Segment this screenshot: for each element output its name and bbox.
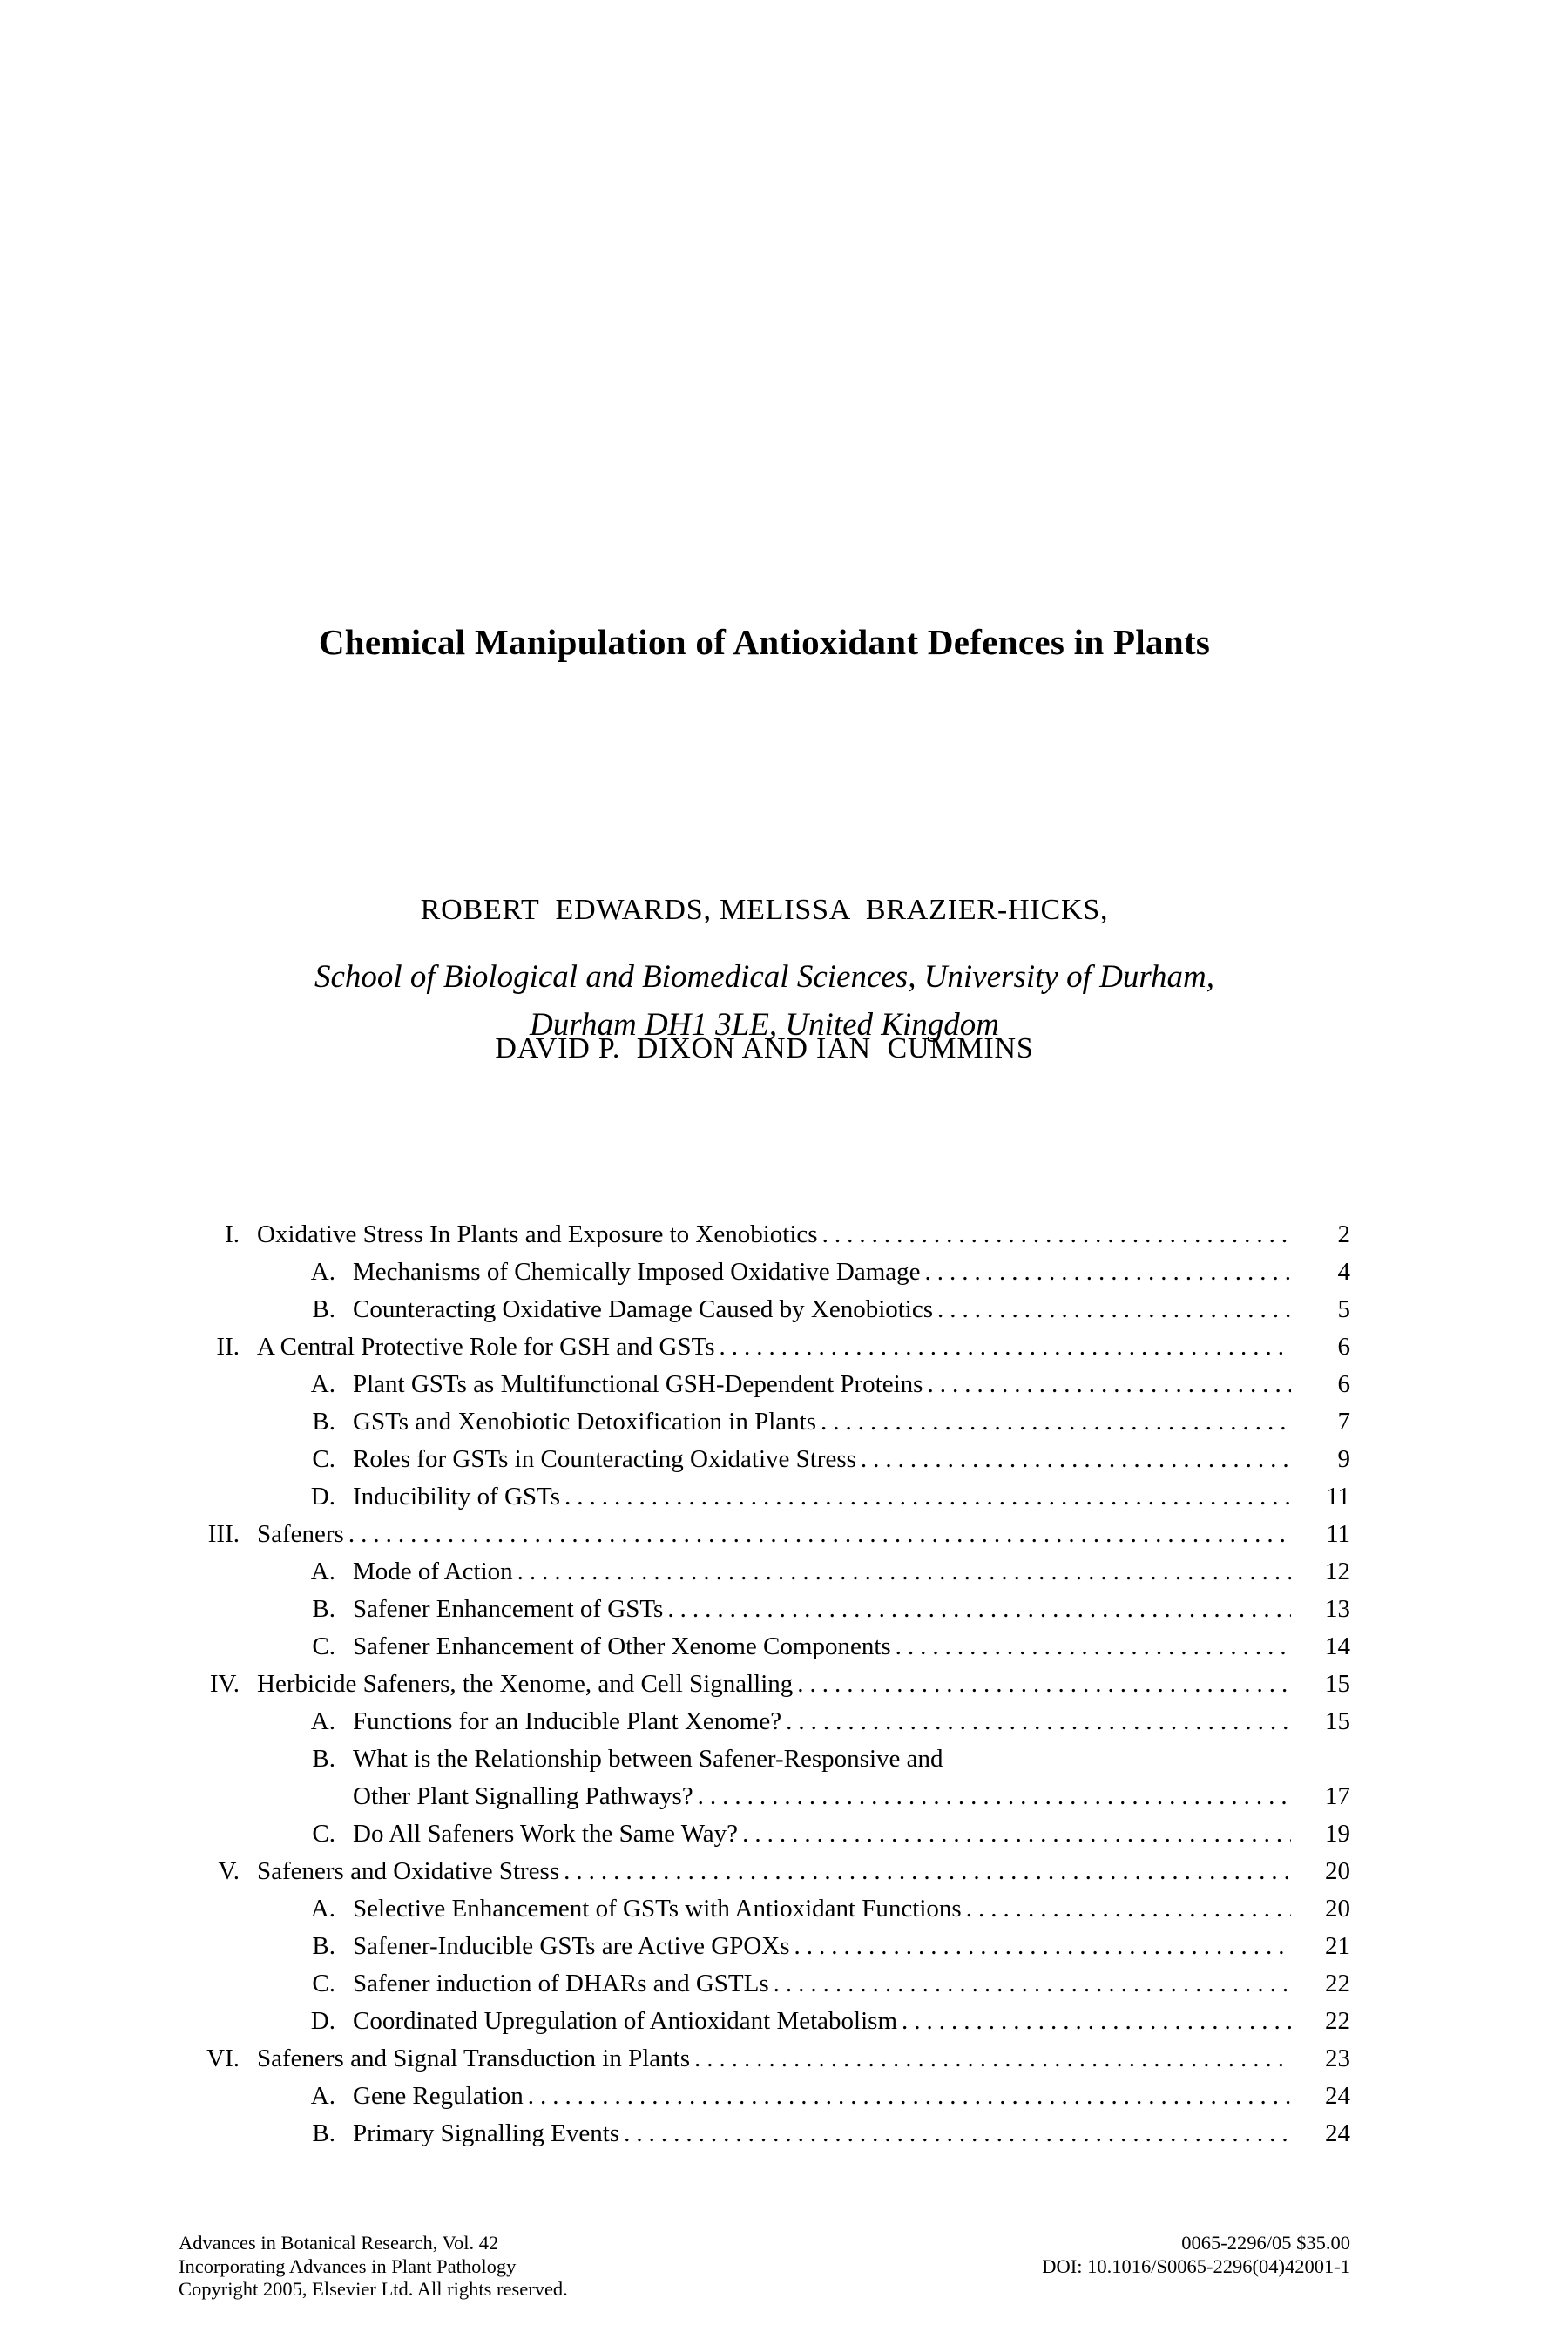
toc-page: 15: [1325, 1707, 1350, 1735]
toc-title: Plant GSTs as Multifunctional GSH-Dependent Proteins: [353, 1370, 923, 1398]
toc-page: 21: [1325, 1932, 1350, 1960]
toc-title: Oxidative Stress In Plants and Exposure to Xenobiotics: [257, 1220, 818, 1248]
toc-title: Herbicide Safeners, the Xenome, and Cell Signalling: [257, 1670, 794, 1698]
toc-entry: [179, 1328, 1350, 1366]
toc-entry: [179, 1965, 1350, 2003]
toc-page: 24: [1325, 2082, 1350, 2110]
toc-entry: [179, 2078, 1350, 2115]
toc-leader: [564, 1478, 1291, 1516]
toc-page: 12: [1325, 1558, 1350, 1585]
toc-entry: [179, 1740, 1350, 1778]
toc-page: 11: [1326, 1483, 1350, 1511]
toc-entry: [179, 1591, 1350, 1628]
toc-leader: [861, 1441, 1291, 1478]
toc-leader: [821, 1403, 1291, 1441]
affiliation-line-2: Durham DH1 3LE, United Kingdom: [530, 1007, 999, 1043]
toc-num: B.: [312, 1595, 335, 1623]
page-footer: [179, 2232, 1350, 2301]
footer-imprint: [179, 2232, 568, 2301]
toc-entry: [179, 1441, 1350, 1478]
toc-num: A.: [310, 1258, 335, 1286]
toc-leader: [667, 1591, 1291, 1628]
toc-num: C.: [312, 1820, 335, 1848]
toc-num: D.: [310, 1483, 335, 1511]
toc-title: Coordinated Upregulation of Antioxidant Metabolism: [353, 2007, 898, 2035]
toc-title: Safeners and Signal Transduction in Plants: [257, 2044, 691, 2072]
toc-page: 24: [1325, 2119, 1350, 2147]
toc-num: D.: [310, 2007, 335, 2035]
authors-line-2: DAVID P. DIXON AND IAN CUMMINS: [495, 1032, 1034, 1064]
toc-entry-continuation: [179, 1778, 1350, 1815]
toc-leader: [794, 1928, 1291, 1965]
toc-entry: [179, 1516, 1350, 1553]
toc-num: IV.: [209, 1670, 240, 1698]
toc-leader: [927, 1366, 1291, 1403]
toc-page: 17: [1325, 1782, 1350, 1810]
toc-num: III.: [207, 1520, 240, 1548]
content-column: [179, 0, 1350, 2352]
toc-title: What is the Relationship between Safener-Responsive and: [353, 1745, 943, 1773]
toc-leader: [348, 1516, 1291, 1553]
toc-page: 23: [1325, 2044, 1350, 2072]
toc-page: 22: [1325, 1970, 1350, 1997]
toc-leader: [896, 1628, 1291, 1666]
toc-page: 4: [1337, 1258, 1350, 1286]
chapter-title: Chemical Manipulation of Antioxidant Defences in Plants: [318, 622, 1211, 662]
toc-title: Safener Enhancement of Other Xenome Components: [353, 1632, 891, 1660]
toc-num: A.: [310, 1895, 335, 1923]
toc-entry: [179, 1628, 1350, 1666]
footer-series: Advances in Botanical Research, Vol. 42: [179, 2232, 499, 2254]
toc-title: Do All Safeners Work the Same Way?: [353, 1820, 739, 1848]
toc-leader: [786, 1703, 1291, 1740]
toc-leader: [966, 1890, 1291, 1928]
toc-page: 14: [1325, 1632, 1350, 1660]
toc-num: B.: [312, 1932, 335, 1960]
toc-page: 11: [1326, 1520, 1350, 1548]
toc-title: Roles for GSTs in Counteracting Oxidative Stress: [353, 1445, 856, 1473]
toc-title: Safeners and Oxidative Stress: [257, 1857, 560, 1885]
toc-leader: [694, 2040, 1291, 2078]
toc-num: B.: [312, 1408, 335, 1436]
toc-entry: [179, 2003, 1350, 2040]
toc-title: Gene Regulation: [353, 2082, 524, 2110]
table-of-contents: [179, 1216, 1350, 2153]
toc-entry: [179, 2040, 1350, 2078]
toc-leader: [797, 1666, 1291, 1703]
toc-page: 7: [1337, 1408, 1350, 1436]
toc-title: GSTs and Xenobiotic Detoxification in Plants: [353, 1408, 816, 1436]
toc-entry: [179, 1366, 1350, 1403]
toc-entry: [179, 1890, 1350, 1928]
toc-num: V.: [218, 1857, 240, 1885]
toc-leader: [937, 1291, 1291, 1328]
toc-title: Functions for an Inducible Plant Xenome?: [353, 1707, 782, 1735]
toc-entry: [179, 1553, 1350, 1591]
affiliation-line-1: School of Biological and Biomedical Sciences, University of Durham,: [314, 959, 1215, 995]
toc-page: 19: [1325, 1820, 1350, 1848]
toc-entry: [179, 1928, 1350, 1965]
footer-incorporating: Incorporating Advances in Plant Pathology: [179, 2254, 517, 2277]
toc-title: Mode of Action: [353, 1558, 513, 1585]
toc-num: C.: [312, 1445, 335, 1473]
footer-issn-price: 0065-2296/05 $35.00: [1181, 2232, 1350, 2254]
toc-leader: [774, 1965, 1291, 2003]
toc-entry: [179, 1815, 1350, 1853]
toc-page: 2: [1337, 1220, 1350, 1248]
toc-leader: [822, 1216, 1291, 1254]
toc-entry: [179, 2115, 1350, 2153]
toc-title: Safener induction of DHARs and GSTLs: [353, 1970, 769, 1997]
toc-page: 20: [1325, 1895, 1350, 1923]
toc-entry: [179, 1478, 1350, 1516]
toc-page: 20: [1325, 1857, 1350, 1885]
toc-num: B.: [312, 1745, 335, 1773]
toc-entry: [179, 1853, 1350, 1890]
toc-title: Safener Enhancement of GSTs: [353, 1595, 664, 1623]
toc-page: 22: [1325, 2007, 1350, 2035]
toc-num: B.: [312, 2119, 335, 2147]
toc-leader: [720, 1328, 1291, 1366]
toc-num: A.: [310, 1707, 335, 1735]
toc-entry: [179, 1403, 1350, 1441]
toc-entry: [179, 1291, 1350, 1328]
toc-num: II.: [216, 1333, 240, 1361]
toc-page: 15: [1325, 1670, 1350, 1698]
toc-title: A Central Protective Role for GSH and GSTs: [257, 1333, 715, 1361]
toc-title: Primary Signalling Events: [353, 2119, 620, 2147]
toc-title: Safeners: [257, 1520, 344, 1548]
toc-entry: [179, 1216, 1350, 1254]
toc-page: 6: [1337, 1370, 1350, 1398]
toc-leader: [925, 1254, 1291, 1291]
toc-title: Other Plant Signalling Pathways?: [353, 1782, 693, 1810]
toc-num: C.: [312, 1632, 335, 1660]
footer-doi: DOI: 10.1016/S0065-2296(04)42001-1: [1042, 2254, 1350, 2277]
toc-entry: [179, 1703, 1350, 1740]
toc-entry: [179, 1666, 1350, 1703]
toc-leader: [564, 1853, 1291, 1890]
toc-title: Inducibility of GSTs: [353, 1483, 561, 1511]
footer-identifiers: [1042, 2232, 1350, 2301]
toc-page: 9: [1337, 1445, 1350, 1473]
toc-title: Selective Enhancement of GSTs with Antioxidant Functions: [353, 1895, 962, 1923]
toc-title: Counteracting Oxidative Damage Caused by Xenobiotics: [353, 1295, 934, 1323]
toc-leader: [902, 2003, 1291, 2040]
toc-num: B.: [312, 1295, 335, 1323]
toc-num: C.: [312, 1970, 335, 1997]
toc-num: I.: [225, 1220, 240, 1248]
toc-page: 13: [1325, 1595, 1350, 1623]
toc-leader: [528, 2078, 1291, 2115]
toc-leader: [698, 1778, 1291, 1815]
toc-page: 5: [1337, 1295, 1350, 1323]
toc-title: Mechanisms of Chemically Imposed Oxidative Damage: [353, 1258, 921, 1286]
toc-title: Safener-Inducible GSTs are Active GPOXs: [353, 1932, 790, 1960]
authors-line-1: ROBERT EDWARDS, MELISSA BRAZIER-HICKS,: [420, 894, 1109, 926]
affiliation-block: [179, 953, 1350, 1049]
toc-page: 6: [1337, 1333, 1350, 1361]
footer-copyright: Copyright 2005, Elsevier Ltd. All rights reserved.: [179, 2278, 568, 2300]
toc-num: A.: [310, 1370, 335, 1398]
toc-entry: [179, 1254, 1350, 1291]
toc-num: VI.: [206, 2044, 240, 2072]
toc-num: A.: [310, 1558, 335, 1585]
toc-leader: [517, 1553, 1291, 1591]
toc-num: A.: [310, 2082, 335, 2110]
toc-leader: [742, 1815, 1291, 1853]
toc-leader: [624, 2115, 1291, 2153]
